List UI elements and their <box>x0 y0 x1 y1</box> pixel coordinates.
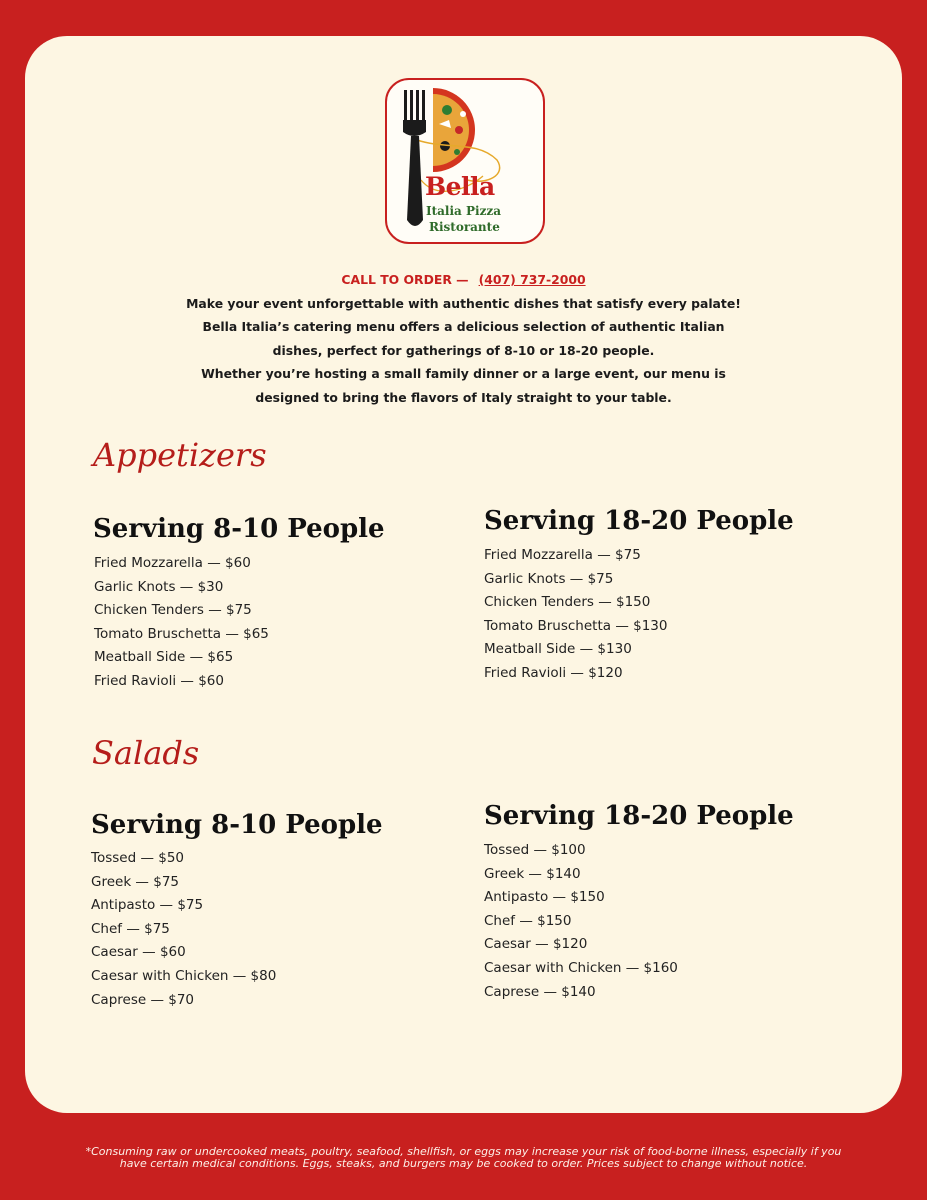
list-item: Meatball Side — $130 <box>484 641 632 658</box>
list-item: Tomato Bruschetta — $130 <box>484 617 668 634</box>
appetizers-small-heading: Serving 8-10 People <box>93 514 385 544</box>
disclaimer-line-2: have certain medical conditions. Eggs, steaks, and burgers may be cooked to order. Prices subject to change without notice. <box>119 1157 808 1170</box>
list-item: Chef — $75 <box>91 920 170 937</box>
disclaimer <box>60 1146 867 1170</box>
restaurant-logo <box>385 78 545 244</box>
list-item: Chicken Tenders — $150 <box>484 594 651 611</box>
list-item: Caesar with Chicken — $160 <box>484 959 678 976</box>
list-item: Antipasto — $150 <box>484 889 605 906</box>
list-item: Garlic Knots — $30 <box>94 578 224 595</box>
salads-large-heading: Serving 18-20 People <box>484 801 794 831</box>
logo-line-2: Ristorante <box>429 220 500 234</box>
intro-line-3: dishes, perfect for gatherings of 8-10 or 18-20 people. <box>272 342 655 358</box>
list-item: Fried Mozzarella — $75 <box>484 547 641 563</box>
list-item: Tossed — $50 <box>91 850 185 866</box>
salads-title: Salads <box>92 734 200 772</box>
phone-link[interactable]: (407) 737-2000 <box>478 272 586 287</box>
list-item: Tossed — $100 <box>484 842 586 858</box>
list-item: Chicken Tenders — $75 <box>94 602 252 619</box>
list-item: Caprese — $70 <box>91 991 195 1008</box>
list-item: Garlic Knots — $75 <box>484 570 614 587</box>
salads-large-list <box>484 839 678 1004</box>
salads-small-list <box>91 847 276 1012</box>
appetizers-large-heading: Serving 18-20 People <box>484 506 794 536</box>
appetizers-small-list <box>94 552 269 694</box>
list-item: Caprese — $140 <box>484 983 596 1000</box>
list-item: Fried Ravioli — $60 <box>94 672 224 689</box>
disclaimer-line-1: *Consuming raw or undercooked meats, poultry, seafood, shellfish, or eggs may increase your risk of food-borne illness, especially if you <box>85 1145 842 1158</box>
list-item: Fried Ravioli — $120 <box>484 664 623 681</box>
list-item: Chef — $150 <box>484 912 572 929</box>
menu-card <box>25 36 902 1113</box>
list-item: Caesar with Chicken — $80 <box>91 967 277 984</box>
call-to-order <box>25 268 902 292</box>
intro-line-5: designed to bring the flavors of Italy straight to your table. <box>255 389 672 405</box>
list-item: Tomato Bruschetta — $65 <box>94 625 269 642</box>
list-item: Antipasto — $75 <box>91 897 204 914</box>
list-item: Fried Mozzarella — $60 <box>94 555 251 571</box>
list-item: Greek — $75 <box>91 873 179 890</box>
appetizers-title: Appetizers <box>93 436 267 474</box>
list-item: Meatball Side — $65 <box>94 649 234 666</box>
logo-brand: Bella <box>425 172 495 201</box>
intro-block <box>25 268 902 409</box>
intro-line-1: Make your event unforgettable with authentic dishes that satisfy every palate! <box>186 295 741 311</box>
logo-line-1: Italia Pizza <box>426 204 501 218</box>
intro-line-2: Bella Italia’s catering menu offers a delicious selection of authentic Italian <box>202 319 725 334</box>
list-item: Greek — $140 <box>484 865 581 882</box>
intro-line-4: Whether you’re hosting a small family dinner or a large event, our menu is <box>201 366 726 381</box>
salads-small-heading: Serving 8-10 People <box>91 810 383 840</box>
call-label: CALL TO ORDER — <box>341 272 469 287</box>
list-item: Caesar — $60 <box>91 944 186 961</box>
list-item: Caesar — $120 <box>484 936 588 953</box>
appetizers-large-list <box>484 544 667 686</box>
